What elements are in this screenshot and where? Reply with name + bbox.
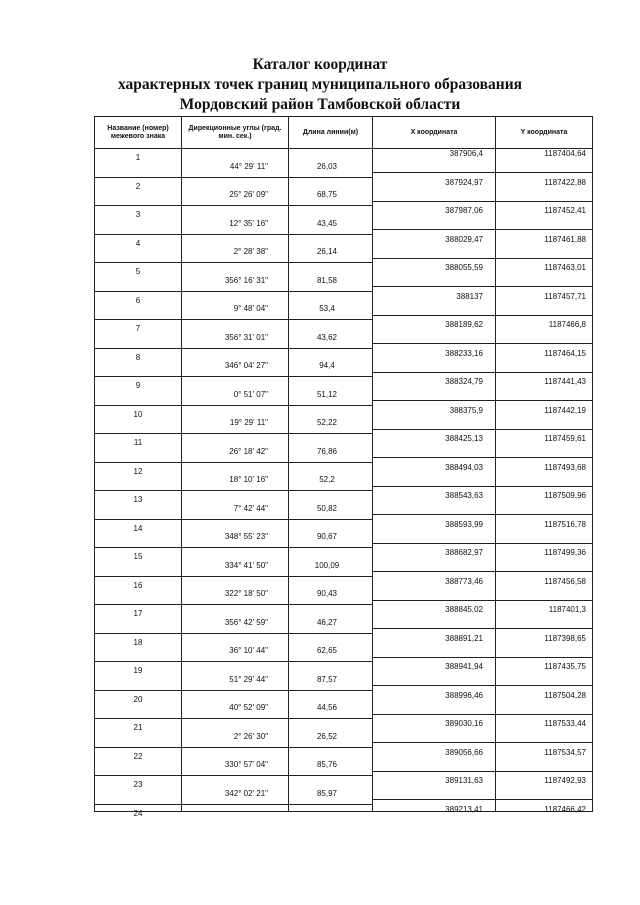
directional-angle: 348° 55' 23" [224, 532, 268, 541]
point-name: 6 [135, 295, 141, 305]
directional-angle: 356° 31' 01" [224, 332, 268, 342]
row-divider [373, 685, 592, 686]
row-divider [95, 234, 372, 235]
x-coordinate: 388773,46 [445, 576, 483, 586]
row-divider [95, 690, 372, 691]
point-name: 9 [135, 381, 141, 390]
x-coordinate: 388375,9 [449, 405, 483, 415]
point-name: 23 [133, 780, 143, 789]
y-coordinate: 1187464,15 [544, 348, 586, 358]
point-name: 2 [135, 181, 141, 191]
line-length: 43,62 [316, 332, 338, 342]
line-length: 53,4 [319, 304, 335, 313]
y-coordinate: 1187404,64 [544, 149, 586, 158]
line-length: 76,86 [316, 446, 338, 456]
row-divider [95, 718, 372, 719]
directional-angle: 36° 10' 44" [229, 646, 268, 655]
point-name: 11 [133, 438, 143, 447]
header-divider [95, 148, 592, 149]
x-coordinate: 388845,02 [445, 605, 483, 614]
row-divider [95, 376, 372, 377]
y-coordinate: 1187456,58 [544, 576, 586, 586]
point-name: 20 [133, 694, 143, 704]
coordinate-table [94, 116, 593, 818]
line-length: 90,43 [316, 589, 338, 598]
row-divider [373, 172, 592, 173]
row-divider [373, 343, 592, 344]
y-coordinate: 1187441,43 [544, 377, 586, 386]
row-divider [373, 628, 592, 629]
row-divider [373, 258, 592, 259]
row-divider [373, 543, 592, 544]
y-coordinate: 1187493,68 [544, 462, 586, 472]
x-coordinate: 388593,99 [445, 519, 483, 529]
directional-angle: 7° 42' 44" [233, 503, 268, 513]
row-divider [95, 433, 372, 434]
row-divider [95, 576, 372, 577]
x-coordinate: 388029,47 [445, 234, 483, 244]
line-length: 100,09 [314, 560, 340, 570]
x-coordinate: 388891,21 [445, 633, 483, 643]
row-divider [95, 661, 372, 662]
line-length: 81,58 [316, 275, 338, 285]
point-name: 19 [133, 666, 143, 675]
y-coordinate: 1187504,28 [544, 690, 586, 700]
row-divider [95, 547, 372, 548]
y-coordinate: 1187461,88 [544, 234, 586, 244]
row-divider [373, 771, 592, 772]
row-divider [95, 291, 372, 292]
directional-angle: 356° 42' 59" [224, 617, 268, 627]
row-divider [373, 714, 592, 715]
directional-angle: 346° 04' 27" [224, 361, 268, 370]
directional-angle: 330° 57' 04" [224, 760, 268, 769]
x-coordinate: 387987,06 [445, 206, 483, 215]
point-name: 7 [135, 324, 141, 333]
directional-angle: 2° 26' 30" [233, 731, 268, 741]
y-coordinate: 1187492,93 [544, 776, 586, 785]
row-divider [95, 775, 372, 776]
row-divider [95, 205, 372, 206]
row-divider [373, 600, 592, 601]
row-divider [95, 633, 372, 634]
point-name: 3 [135, 210, 141, 219]
row-divider [373, 286, 592, 287]
row-divider [95, 490, 372, 491]
row-divider [373, 400, 592, 401]
line-length: 85,76 [316, 760, 338, 769]
row-divider [95, 348, 372, 349]
point-name: 10 [133, 409, 143, 419]
point-name: 21 [133, 723, 143, 732]
directional-angle: 356° 16' 31" [224, 275, 268, 285]
line-length: 50,82 [316, 503, 338, 513]
directional-angle: 25° 26' 09" [229, 190, 268, 199]
x-coordinate: 388682,97 [445, 548, 483, 557]
row-divider [373, 429, 592, 430]
x-coordinate: 388941,94 [445, 662, 483, 671]
y-coordinate: 1187442,19 [544, 405, 586, 415]
point-name: 4 [135, 238, 141, 248]
line-length: 43,45 [316, 218, 338, 228]
directional-angle: 40° 52' 09" [229, 703, 268, 712]
y-coordinate: 1187509,96 [544, 491, 586, 500]
line-length: 90,67 [316, 532, 338, 541]
point-name: 1 [135, 153, 141, 162]
y-coordinate: 1187422,88 [544, 177, 586, 187]
x-coordinate: 388543,63 [445, 491, 483, 500]
x-coordinate: 388189,62 [445, 320, 483, 329]
catalog-subtitle: характерных точек границ муниципального образования [117, 76, 523, 93]
row-divider [373, 657, 592, 658]
line-length: 62,65 [316, 646, 338, 655]
y-coordinate: 1187463,01 [544, 263, 586, 272]
row-divider [95, 405, 372, 406]
line-length: 87,57 [316, 674, 338, 684]
y-coordinate: 1187516,78 [544, 519, 586, 529]
line-length: 26,03 [316, 161, 338, 171]
y-coordinate: 1187534,57 [544, 747, 586, 757]
y-coordinate: 1187401,3 [548, 605, 586, 614]
row-divider [95, 462, 372, 463]
row-divider [373, 571, 592, 572]
directional-angle: 18° 10' 16" [229, 475, 268, 484]
row-divider [373, 315, 592, 316]
row-divider [95, 319, 372, 320]
directional-angle: 2° 28' 38" [233, 247, 268, 256]
point-name: 8 [135, 352, 141, 362]
line-length: 26,14 [316, 247, 338, 256]
line-length: 26,52 [316, 731, 338, 741]
header-x-coordinate: X координата [410, 129, 458, 136]
y-coordinate: 1187459,61 [544, 434, 586, 443]
point-name: 22 [133, 751, 143, 761]
header-line-length: Длина линии(м) [302, 129, 359, 136]
catalog-district: Мордовский район Тамбовской области [179, 96, 461, 113]
x-coordinate: 387924,97 [445, 177, 483, 187]
row-divider [95, 804, 372, 805]
directional-angle: 342° 02' 21" [224, 788, 268, 798]
line-length: 94,4 [319, 361, 335, 370]
x-coordinate: 389213,41 [445, 804, 483, 814]
y-coordinate: 1187533,44 [544, 719, 586, 728]
header-directional-angle: Дирекционные углы (град. мин. сек.) [188, 125, 282, 140]
y-coordinate: 1187398,65 [544, 633, 586, 643]
point-name: 13 [133, 495, 143, 504]
row-divider [373, 514, 592, 515]
point-name: 16 [133, 580, 143, 590]
row-divider [373, 742, 592, 743]
header-y-coordinate: Y координата [520, 129, 568, 136]
directional-angle: 334° 41' 50" [224, 560, 268, 570]
x-coordinate: 389030,16 [445, 719, 483, 728]
y-coordinate: 1187435,75 [544, 662, 586, 671]
point-name: 17 [133, 609, 143, 618]
x-coordinate: 388233,16 [445, 348, 483, 358]
point-name: 15 [133, 552, 143, 561]
directional-angle: 322° 18' 50" [224, 589, 268, 598]
x-coordinate: 388996,46 [445, 690, 483, 700]
line-length: 52,22 [316, 418, 338, 427]
y-coordinate: 1187466,8 [548, 320, 586, 329]
row-divider [95, 262, 372, 263]
row-divider [373, 486, 592, 487]
x-coordinate: 389131,63 [445, 776, 483, 785]
point-name: 5 [135, 267, 141, 276]
line-length: 51,12 [316, 389, 338, 399]
point-name: 12 [133, 466, 143, 476]
point-name: 18 [133, 637, 143, 647]
y-coordinate: 1187452,41 [544, 206, 586, 215]
line-length: 68,75 [316, 190, 338, 199]
y-coordinate: 1187457,71 [544, 291, 586, 301]
x-coordinate: 389056,66 [445, 747, 483, 757]
directional-angle: 12° 35' 16" [229, 218, 268, 228]
directional-angle: 19° 29' 11" [229, 418, 268, 427]
row-divider [373, 229, 592, 230]
row-divider [95, 519, 372, 520]
point-name: 24 [133, 808, 143, 818]
row-divider [95, 177, 372, 178]
y-coordinate: 1187466,42 [544, 804, 586, 814]
line-length: 85,97 [316, 788, 338, 798]
header-point-name: Название (номер) межевого знака [107, 125, 169, 140]
line-length: 46,27 [316, 617, 338, 627]
y-coordinate: 1187499,36 [544, 548, 586, 557]
directional-angle: 44° 29' 11" [229, 161, 268, 171]
x-coordinate: 388055,59 [445, 263, 483, 272]
x-coordinate: 388324,79 [445, 377, 483, 386]
x-coordinate: 388137 [456, 291, 483, 301]
point-name: 14 [133, 523, 143, 533]
x-coordinate: 388494,03 [445, 462, 483, 472]
directional-angle: 9° 48' 04" [233, 304, 268, 313]
row-divider [373, 457, 592, 458]
directional-angle: 51° 29' 44" [229, 674, 268, 684]
line-length: 52,2 [319, 475, 335, 484]
row-divider [373, 799, 592, 800]
row-divider [373, 372, 592, 373]
directional-angle: 26° 18' 42" [229, 446, 268, 456]
row-divider [373, 201, 592, 202]
directional-angle: 0° 51' 07" [233, 389, 268, 399]
x-coordinate: 387906,4 [449, 149, 483, 158]
x-coordinate: 388425,13 [445, 434, 483, 443]
line-length: 44,56 [316, 703, 338, 712]
row-divider [95, 604, 372, 605]
row-divider [95, 747, 372, 748]
catalog-title: Каталог координат [252, 56, 388, 73]
